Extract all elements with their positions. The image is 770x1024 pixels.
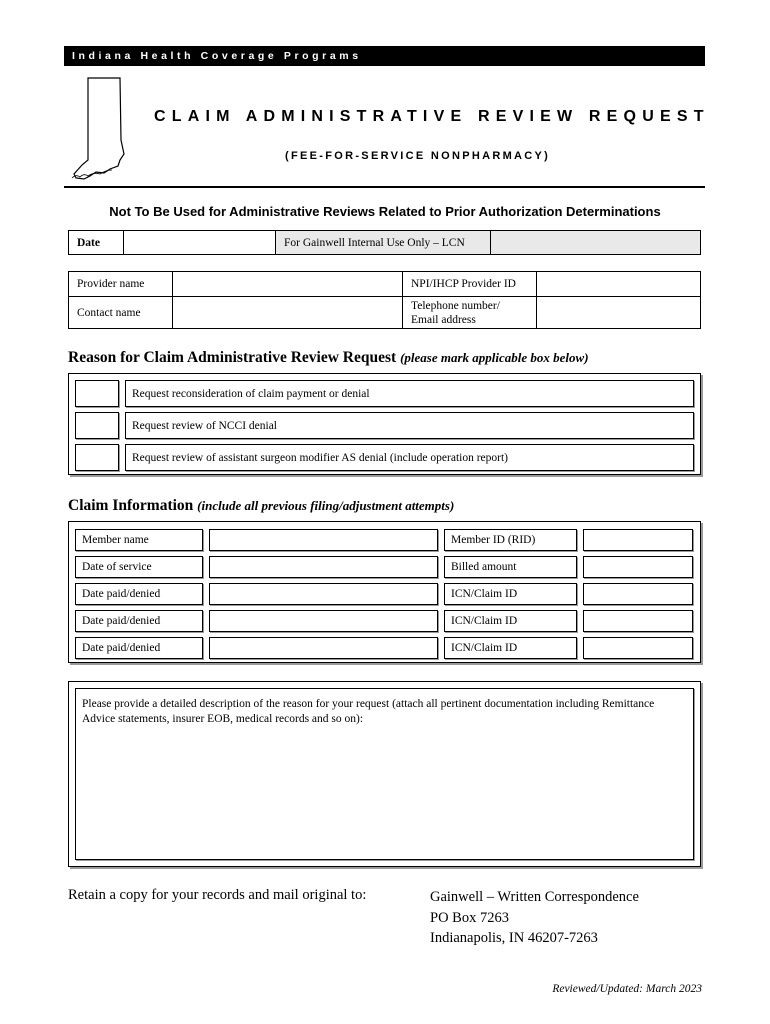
member-name-label: Member name [75,529,203,551]
description-prompt: Please provide a detailed description of the reason for your request (attach all pertinent documentation including Remittance Advice statements, insurer EOB, medical records and so on): [82,698,655,725]
header-divider [64,186,705,188]
billed-amount-label: Billed amount [444,556,577,578]
billed-amount-input[interactable] [583,556,693,578]
telephone-label: Telephone number/ [411,299,500,312]
program-name: Indiana Health Coverage Programs [72,50,362,62]
icn-claim-id-label: ICN/Claim ID [444,583,577,605]
member-id-input[interactable] [583,529,693,551]
address-line-3: Indianapolis, IN 46207-7263 [430,930,598,946]
date-paid-denied-label: Date paid/denied [75,583,203,605]
date-of-service-input[interactable] [209,556,438,578]
date-paid-denied-input[interactable] [209,637,438,659]
reason-checkbox-assistant-surgeon[interactable] [75,444,119,471]
email-label: Email address [411,313,476,326]
icn-claim-id-label: ICN/Claim ID [444,610,577,632]
date-lcn-row [68,230,701,255]
reason-instruction: (please mark applicable box below) [400,350,589,365]
icn-claim-id-input[interactable] [583,637,693,659]
provider-table [68,271,701,329]
date-label: Date [77,236,100,249]
form-title: CLAIM ADMINISTRATIVE REVIEW REQUEST [154,108,710,125]
form-subtitle: (FEE-FOR-SERVICE NONPHARMACY) [285,150,551,162]
contact-name-label: Contact name [77,306,141,319]
claim-instruction: (include all previous filing/adjustment attempts) [197,498,455,513]
date-input[interactable] [123,231,275,254]
date-paid-denied-input[interactable] [209,610,438,632]
date-of-service-label: Date of service [75,556,203,578]
reason-option-ncci: Request review of NCCI denial [125,412,694,439]
indiana-state-outline-icon [66,70,148,190]
reason-option-reconsideration: Request reconsideration of claim payment or denial [125,380,694,407]
provider-name-label: Provider name [77,278,145,290]
date-paid-denied-label: Date paid/denied [75,637,203,659]
date-paid-denied-input[interactable] [209,583,438,605]
reason-checkbox-reconsideration[interactable] [75,380,119,407]
reason-option-assistant-surgeon: Request review of assistant surgeon modifier AS denial (include operation report) [125,444,694,471]
date-paid-denied-label: Date paid/denied [75,610,203,632]
claim-section-title: Claim Information (include all previous filing/adjustment attempts) [68,497,455,514]
lcn-input[interactable] [491,231,700,254]
internal-use-label: For Gainwell Internal Use Only – LCN [276,231,490,254]
warning-notice: Not To Be Used for Administrative Reviews Related to Prior Authorization Determinations [109,204,661,219]
contact-name-input[interactable] [173,297,402,328]
mailing-instruction: Retain a copy for your records and mail original to: [68,887,367,903]
npi-label: NPI/IHCP Provider ID [411,278,516,290]
reason-checkbox-ncci[interactable] [75,412,119,439]
address-line-1: Gainwell – Written Correspondence [430,889,639,905]
icn-claim-id-input[interactable] [583,610,693,632]
icn-claim-id-label: ICN/Claim ID [444,637,577,659]
reason-section-title: Reason for Claim Administrative Review Request (please mark applicable box below) [68,349,589,366]
npi-input[interactable] [537,272,700,296]
member-name-input[interactable] [209,529,438,551]
updated-date: Reviewed/Updated: March 2023 [552,983,702,995]
program-banner [64,46,705,66]
address-line-2: PO Box 7263 [430,909,509,926]
provider-name-input[interactable] [173,272,402,296]
member-id-label: Member ID (RID) [444,529,577,551]
mailing-address [430,887,639,949]
telephone-email-label [403,297,500,328]
telephone-email-input[interactable] [537,297,700,328]
icn-claim-id-input[interactable] [583,583,693,605]
